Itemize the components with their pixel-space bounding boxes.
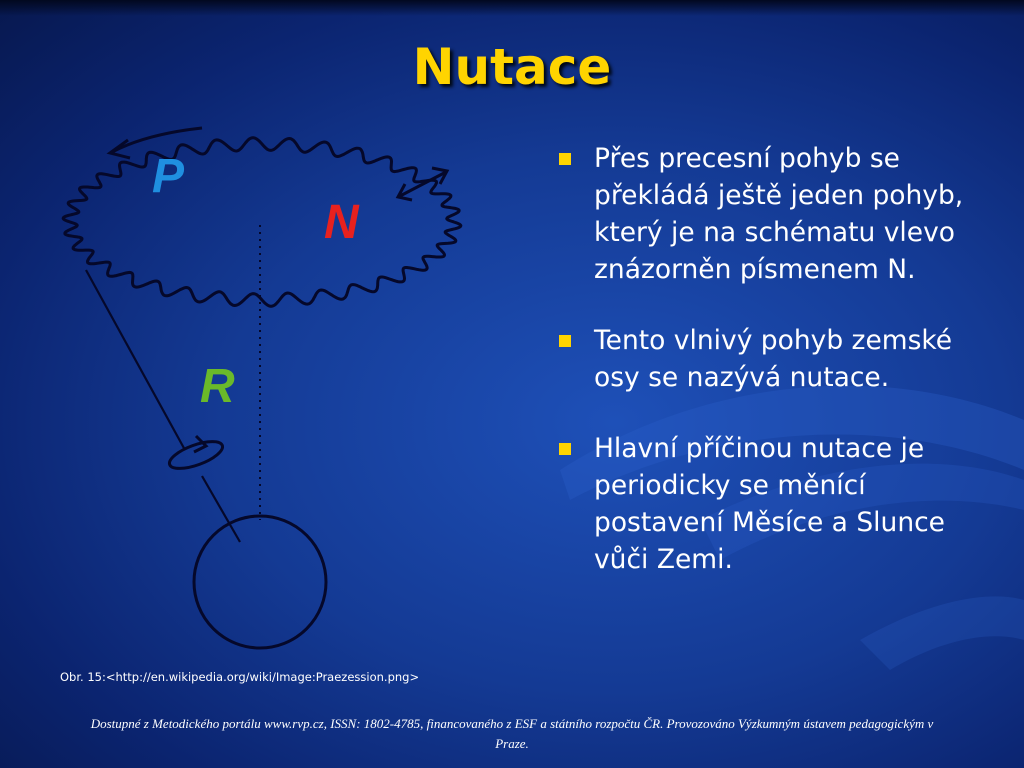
- bullet-item: [556, 430, 996, 578]
- bullet-item: [556, 322, 996, 396]
- square-bullet-icon: [559, 443, 571, 455]
- wavy-ellipse-line: [63, 138, 461, 306]
- slide-title: Nutace: [412, 38, 612, 96]
- rotation-axis-lower: [202, 476, 240, 542]
- bullet-text: Tento vlnivý pohyb zemské osy se nazývá nutace.: [594, 325, 953, 393]
- rotation-loop-arrow: [166, 436, 225, 474]
- square-bullet-icon: [559, 153, 571, 165]
- footer-note: Dostupné z Metodického portálu www.rvp.cz, ISSN: 1802-4785, financovaného z ESF a státního rozpočtu ČR. Provozováno Výzkumným ústavem pedagogickým v Praze.: [90, 716, 934, 751]
- earth-circle: [194, 516, 326, 648]
- bullet-item: [556, 140, 996, 288]
- label-n: N: [324, 196, 359, 249]
- square-bullet-icon: [559, 335, 571, 347]
- image-caption: Obr. 15:<http://en.wikipedia.org/wiki/Image:Praezession.png>: [60, 670, 420, 684]
- nutation-wavy-path: [63, 138, 461, 306]
- label-p: P: [152, 150, 185, 203]
- bullet-text: Hlavní příčinou nutace je periodicky se měnící postavení Měsíce a Slunce vůči Zemi.: [594, 433, 945, 575]
- bullet-text: Přes precesní pohyb se překládá ještě jeden pohyb, který je na schématu vlevo znázorněn písmenem N.: [594, 143, 964, 285]
- bullet-list: [556, 140, 996, 612]
- rotation-axis-upper: [86, 270, 185, 450]
- label-r: R: [200, 360, 235, 413]
